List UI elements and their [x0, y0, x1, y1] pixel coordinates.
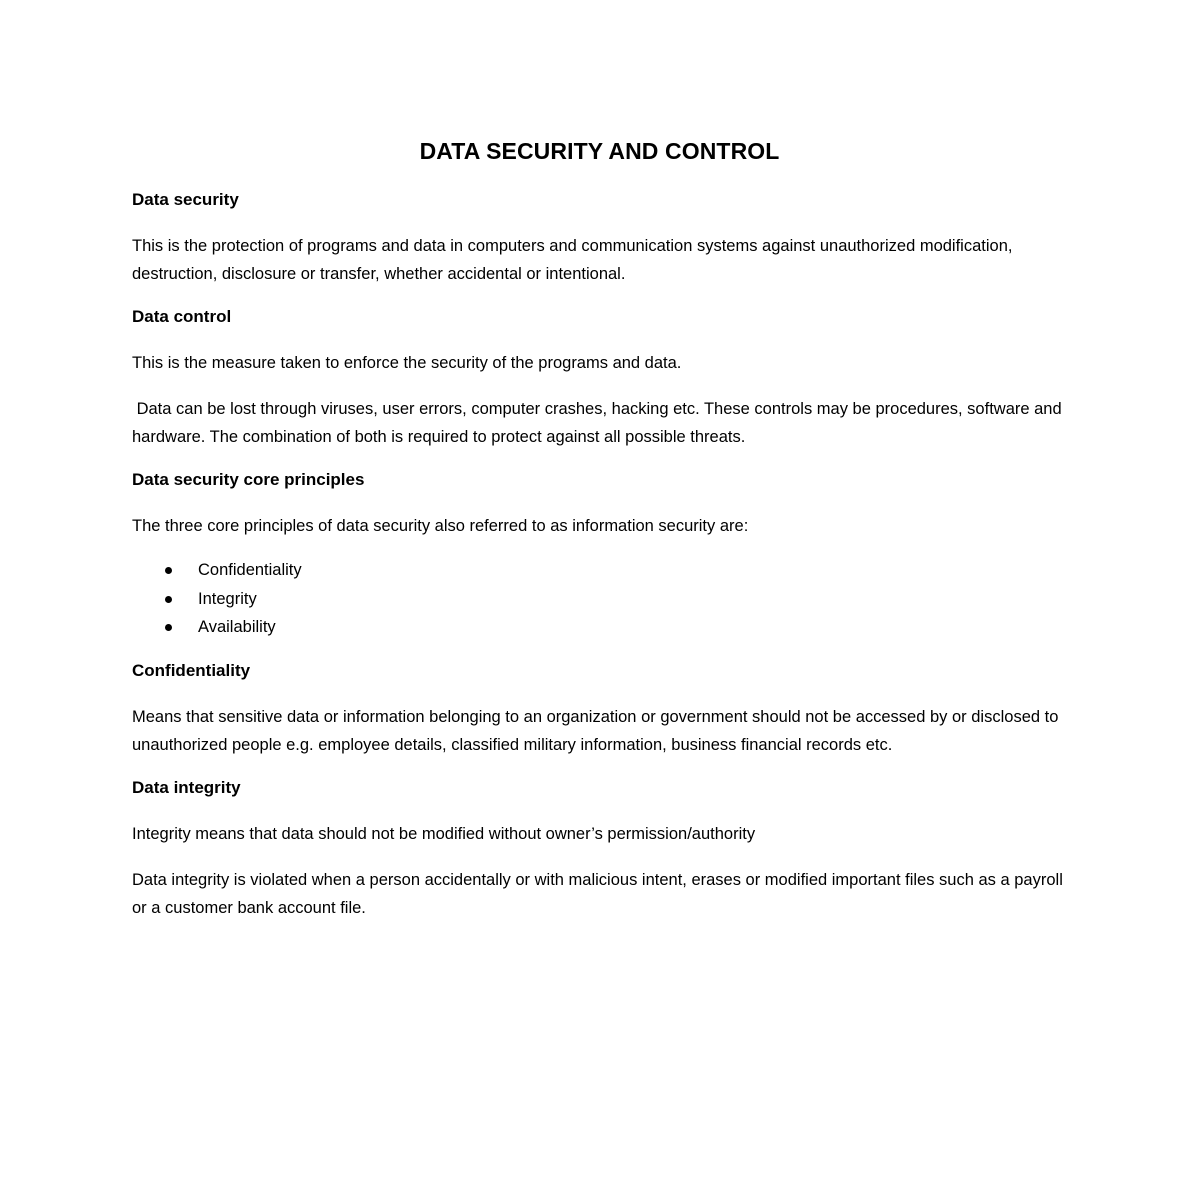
section-heading-core-principles: Data security core principles	[132, 470, 365, 489]
section-paragraph: Data integrity is violated when a person accidentally or with malicious intent, erases or modified important files such as a payroll or a customer bank account file.	[132, 870, 1063, 917]
list-item	[132, 556, 1067, 585]
section-paragraph: Integrity means that data should not be modified without owner’s permission/authority	[132, 824, 756, 843]
list-item-label: Confidentiality	[198, 561, 302, 579]
section-heading-data-integrity: Data integrity	[132, 777, 241, 797]
document-title: DATA SECURITY AND CONTROL	[419, 138, 780, 164]
bullet-icon	[165, 567, 172, 574]
bullet-icon	[165, 596, 172, 603]
list-item-label: Availability	[198, 618, 276, 636]
section-heading-confidentiality: Confidentiality	[132, 660, 251, 680]
document-page	[132, 138, 1067, 940]
list-item-label: Integrity	[198, 589, 257, 608]
section-paragraph: The three core principles of data security also referred to as information security are:	[132, 517, 749, 535]
section-paragraph: Data can be lost through viruses, user errors, computer crashes, hacking etc. These controls may be procedures, software and hardware. The combination of both is required to protect against all possible threats.	[132, 400, 1067, 446]
section-heading-data-security: Data security	[132, 190, 239, 209]
principles-list	[132, 556, 1067, 642]
section-paragraph: This is the protection of programs and data in computers and communication systems against unauthorized modification, destruction, disclosure or transfer, whether accidental or intentional.	[132, 237, 1013, 283]
list-item	[132, 585, 1067, 614]
section-paragraph: This is the measure taken to enforce the security of the programs and data.	[132, 354, 682, 372]
section-paragraph: Means that sensitive data or information belonging to an organization or government should not be accessed by or disclosed to unauthorized people e.g. employee details, classified military information, business financial records etc.	[132, 707, 1059, 754]
bullet-icon	[165, 624, 172, 631]
section-heading-data-control: Data control	[132, 307, 232, 326]
list-item	[132, 613, 1067, 642]
